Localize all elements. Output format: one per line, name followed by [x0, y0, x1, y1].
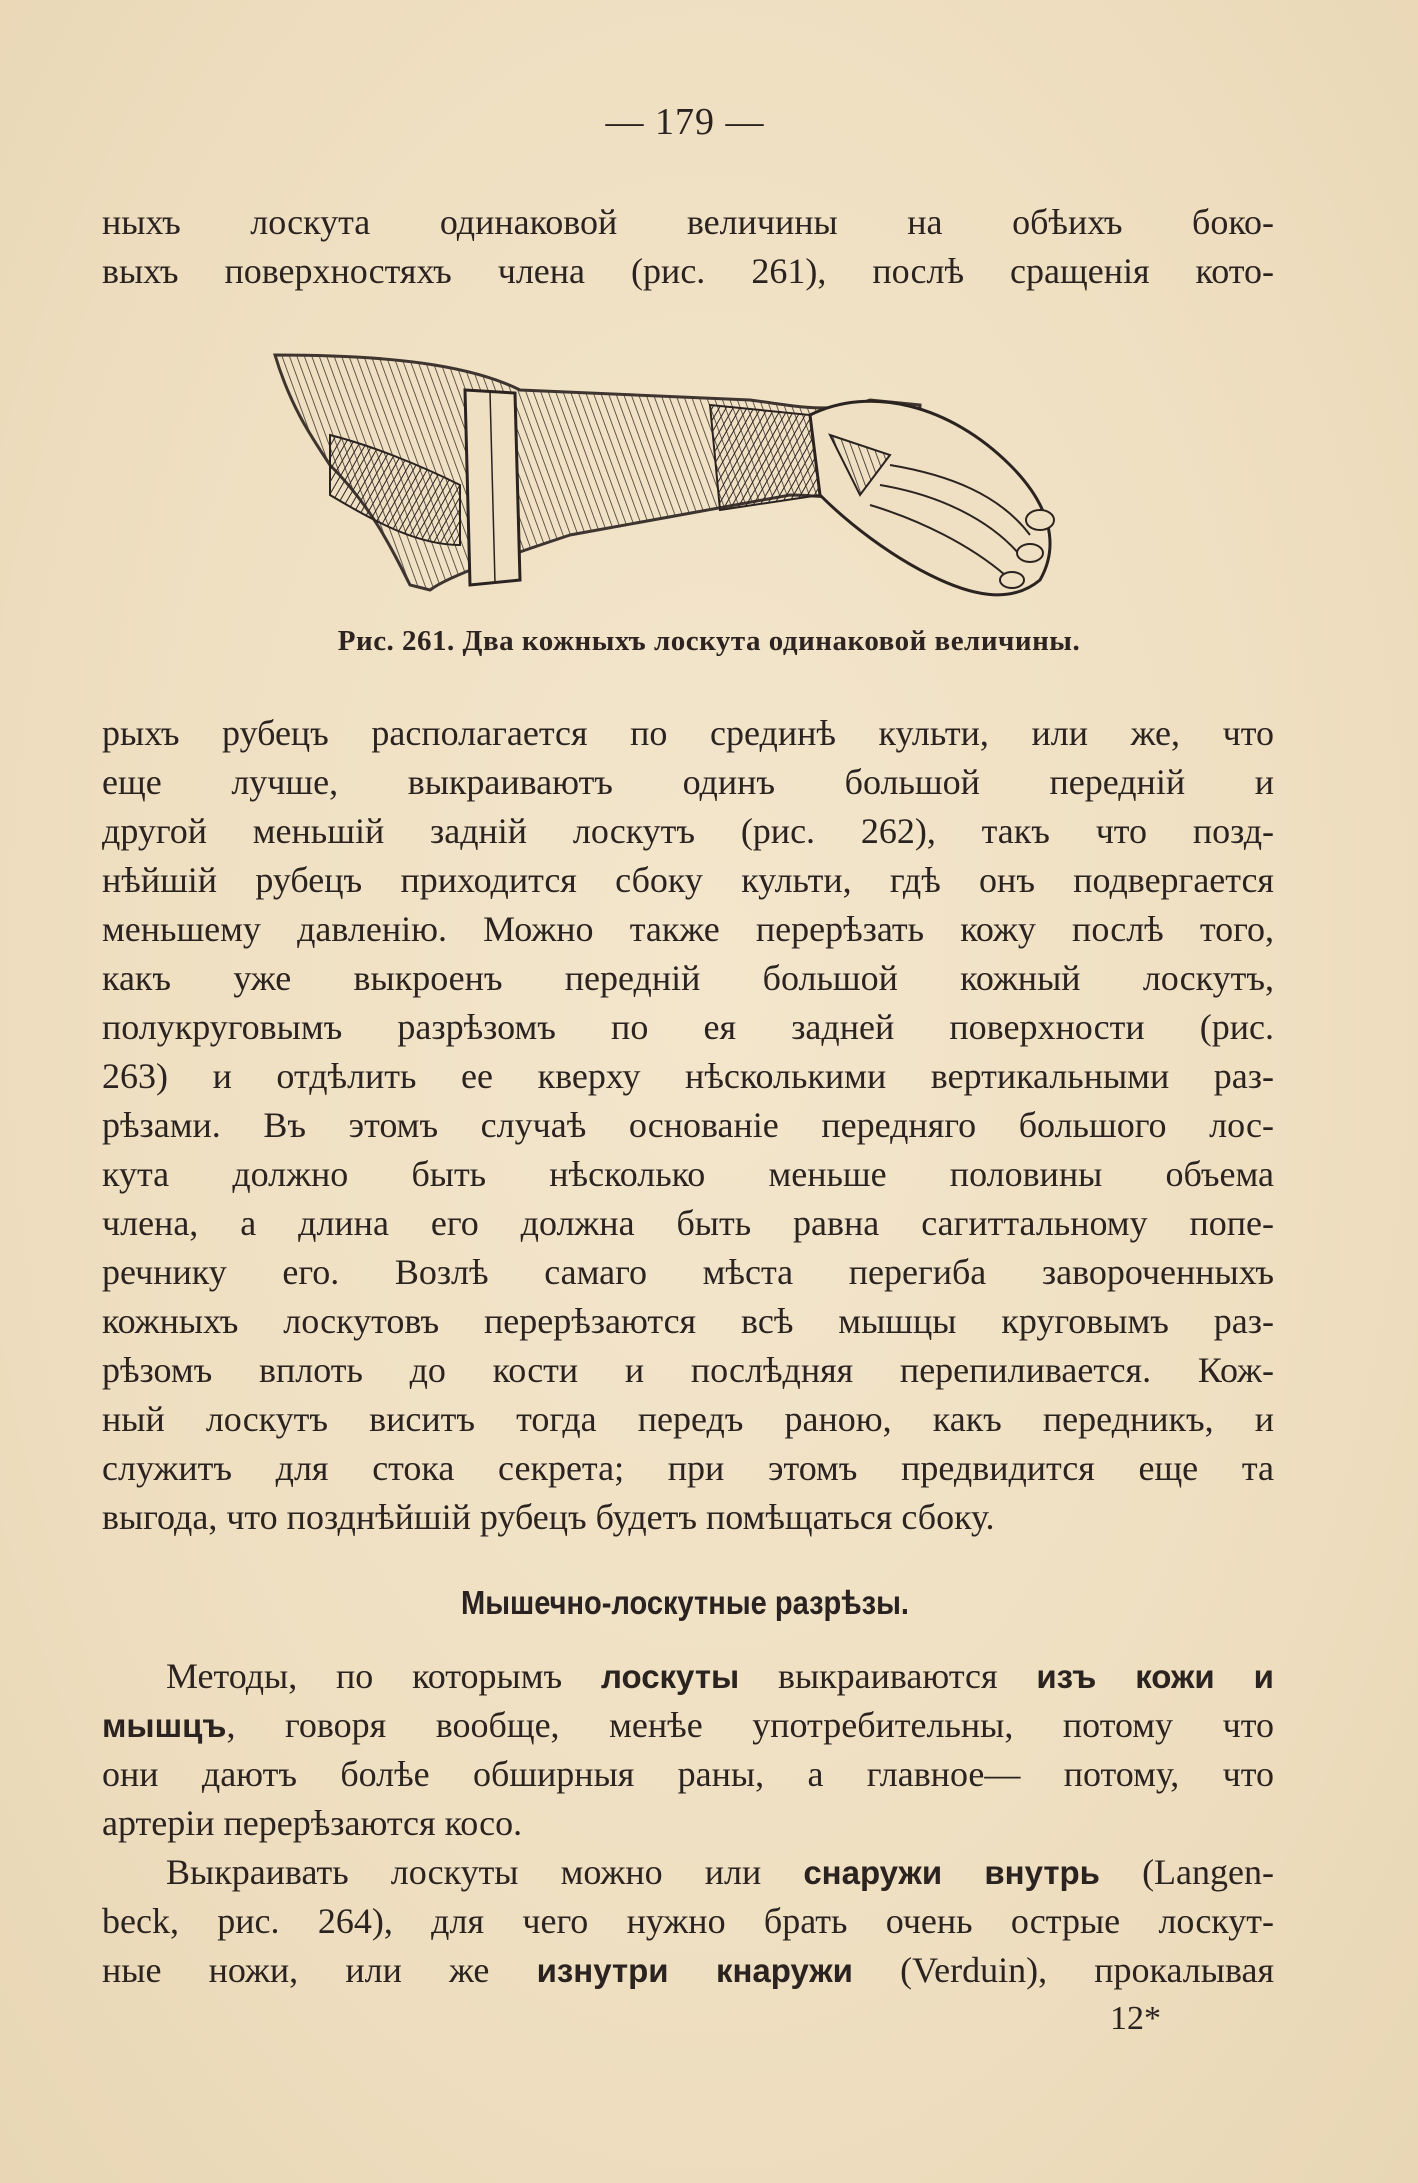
- text-line: какъ уже выкроенъ передній большой кожный лоскутъ,: [102, 958, 1274, 998]
- arm-stump-flaps-illustration-icon: [270, 345, 1120, 615]
- text-run: (Verduin), прокалывая: [852, 1950, 1275, 1990]
- printer-signature: 12*: [1110, 2000, 1161, 2037]
- text-line: выхъ поверхностяхъ члена (рис. 261), послѣ сращенія кото-: [102, 251, 1274, 291]
- emphasis-text: изъ кожи и: [1036, 1658, 1274, 1695]
- text-line: рѣзомъ вплоть до кости и послѣдняя перепиливается. Кож-: [102, 1350, 1274, 1390]
- text-run: ные ножи, или же: [102, 1950, 537, 1990]
- text-line: рыхъ рубецъ располагается по срединѣ культи, или же, что: [102, 713, 1274, 753]
- text-line: рѣзами. Въ этомъ случаѣ основаніе передняго большого лос-: [102, 1105, 1274, 1145]
- text-run: Методы, по которымъ: [166, 1656, 601, 1696]
- text-line: нѣйшій рубецъ приходится сбоку культи, гдѣ онъ подвергается: [102, 860, 1274, 900]
- text-line: [102, 1701, 1274, 1750]
- text-line: служитъ для стока секрета; при этомъ предвидится еще та: [102, 1448, 1274, 1488]
- intro-paragraph: [102, 198, 1274, 296]
- text-run: , говоря вообще, менѣе употребительны, потому что: [226, 1705, 1274, 1745]
- text-line: полукруговымъ разрѣзомъ по ея задней поверхности (рис.: [102, 1007, 1274, 1047]
- text-line: речнику его. Возлѣ самаго мѣста перегиба завороченныхъ: [102, 1252, 1274, 1292]
- section-heading: Мышечно-лоскутные разрѣзы.: [461, 1584, 909, 1621]
- emphasis-text: снаружи внутрь: [803, 1854, 1100, 1891]
- text-line: кожныхъ лоскутовъ перерѣзаются всѣ мышцы круговымъ раз-: [102, 1301, 1274, 1341]
- text-line: ный лоскутъ виситъ тогда передъ раною, какъ передникъ, и: [102, 1399, 1274, 1439]
- text-line: [102, 1848, 1274, 1897]
- text-line: ныхъ лоскута одинаковой величины на обѣихъ боко-: [102, 202, 1274, 242]
- emphasis-text: лоскуты: [600, 1658, 740, 1695]
- text-line: кута должно быть нѣсколько меньше половины объема: [102, 1154, 1274, 1194]
- text-run: (Langen-: [1099, 1852, 1274, 1892]
- paragraph-flap-cutting: [102, 1848, 1274, 1995]
- text-run: Выкраивать лоскуты можно или: [166, 1852, 804, 1892]
- text-run: выкраиваются: [739, 1656, 1037, 1696]
- text-line: меньшему давленію. Можно также перерѣзать кожу послѣ того,: [102, 909, 1274, 949]
- text-line: выгода, что позднѣйшій рубецъ будетъ помѣщаться сбоку.: [102, 1497, 995, 1537]
- text-line: другой меньшій задній лоскутъ (рис. 262), такъ что позд-: [102, 811, 1274, 851]
- text-line: члена, а длина его должна быть равна сагиттальному попе-: [102, 1203, 1274, 1243]
- emphasis-text: мышцъ: [102, 1707, 227, 1744]
- text-line: [102, 1946, 1274, 1995]
- text-line: они даютъ болѣе обширныя раны, а главное— потому, что: [102, 1754, 1274, 1794]
- text-line: артеріи перерѣзаются косо.: [102, 1803, 523, 1843]
- emphasis-text: изнутри кнаружи: [536, 1952, 853, 1989]
- text-line: еще лучше, выкраиваютъ одинъ большой передній и: [102, 762, 1274, 802]
- text-line: beck, рис. 264), для чего нужно брать очень острые лоскут-: [102, 1901, 1274, 1941]
- page-number: — 179 —: [605, 101, 765, 143]
- figure-caption: Рис. 261. Два кожныхъ лоскута одинаковой величины.: [337, 625, 1081, 657]
- text-line: 263) и отдѣлить ее кверху нѣсколькими вертикальными раз-: [102, 1056, 1274, 1096]
- main-paragraph: [102, 709, 1274, 1542]
- paragraph-methods: [102, 1652, 1274, 1848]
- text-line: [102, 1652, 1274, 1701]
